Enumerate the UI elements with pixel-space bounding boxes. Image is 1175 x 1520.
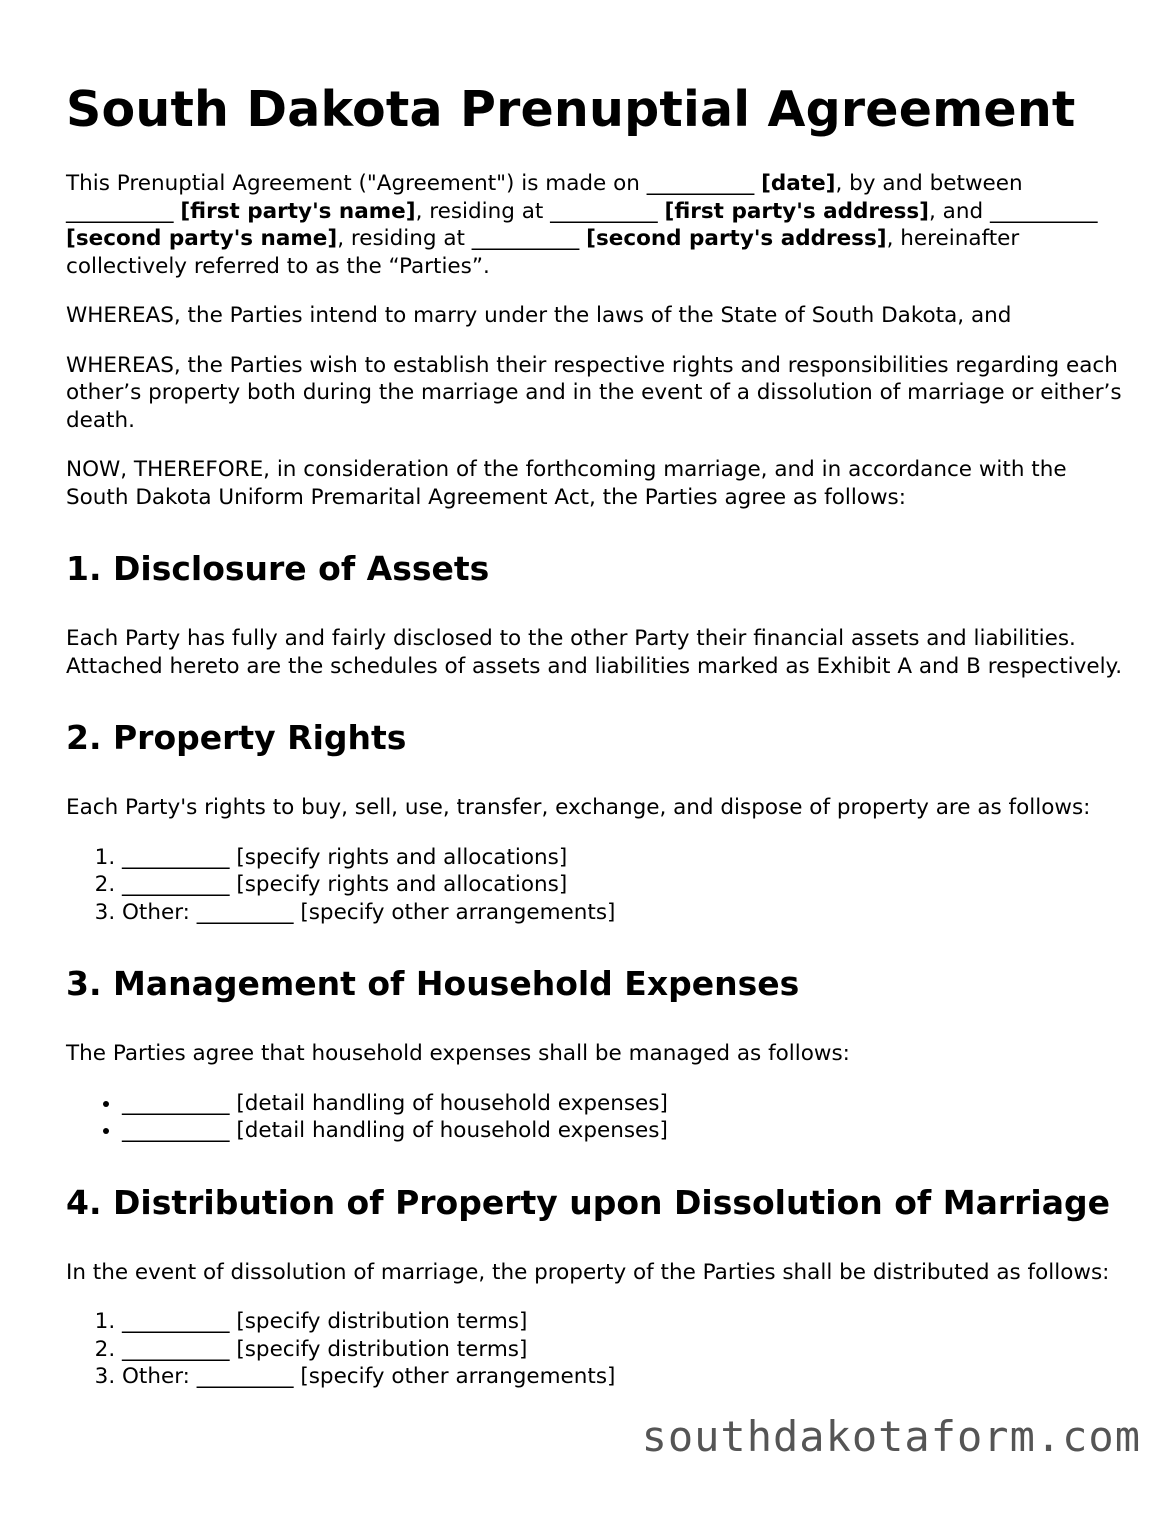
section-body-distribution: In the event of dissolution of marriage, the property of the Parties shall be distributed as follows:: [66, 1259, 1110, 1285]
household-expenses-list: [66, 1090, 1126, 1145]
site-watermark: southdakotaform.com: [641, 1412, 1141, 1461]
second-party-address-placeholder: [second party's address]: [586, 226, 887, 251]
whereas-clause-2: WHEREAS, the Parties wish to establish their respective rights and responsibilities regarding each other’s property both during the marriage and in the event of a dissolution of marriage or either’s death.: [66, 352, 1122, 433]
list-item: • __________ [detail handling of household expenses]: [122, 1117, 1126, 1145]
intro-text: , residing at __________: [415, 198, 665, 224]
list-item: 3. Other: _________ [specify other arrangements]: [122, 1363, 1126, 1391]
section-heading-distribution: 4. Distribution of Property upon Dissolution of Marriage: [66, 1182, 1110, 1222]
list-item: 2. __________ [specify distribution terms]: [122, 1336, 1126, 1364]
second-party-name-placeholder: [second party's name]: [66, 226, 338, 251]
whereas-clause-1: WHEREAS, the Parties intend to marry under the laws of the State of South Dakota, and: [66, 303, 1012, 328]
section-body-household-expenses: The Parties agree that household expenses shall be managed as follows:: [66, 1041, 850, 1066]
distribution-list: [66, 1308, 1126, 1391]
list-item: 1. __________ [specify distribution terms]: [122, 1308, 1126, 1336]
property-rights-list: [66, 844, 1126, 927]
first-party-address-placeholder: [first party's address]: [664, 198, 929, 224]
list-item: 3. Other: _________ [specify other arrangements]: [122, 899, 1126, 927]
now-therefore-clause: NOW, THEREFORE, in consideration of the forthcoming marriage, and in accordance with the South Dakota Uniform Premarital Agreement Act, the Parties agree as follows:: [66, 457, 1067, 510]
document-title: South Dakota Prenuptial Agreement: [66, 81, 1076, 138]
intro-text: , residing at __________: [337, 226, 587, 251]
section-body-disclosure: Each Party has fully and fairly disclosed to the other Party their financial assets and liabilities. Attached hereto are the schedules of assets and liabilities marked as Exhibit A and B respectively.: [66, 626, 1123, 679]
intro-text: This Prenuptial Agreement ("Agreement") is made on __________: [66, 171, 762, 196]
intro-text: , by and between __________: [66, 171, 1023, 224]
intro-paragraph: [66, 170, 1126, 280]
section-heading-property-rights: 2. Property Rights: [66, 718, 407, 757]
document-page: [66, 80, 1126, 1413]
intro-text: , and __________: [929, 198, 1098, 224]
list-item: • __________ [detail handling of household expenses]: [122, 1090, 1126, 1118]
section-body-property-rights: Each Party's rights to buy, sell, use, transfer, exchange, and dispose of property are as follows:: [66, 795, 1091, 820]
intro-text: , hereinafter collectively referred to as the “Parties”.: [66, 226, 1020, 279]
section-heading-household-expenses: 3. Management of Household Expenses: [66, 964, 800, 1003]
section-heading-disclosure: 1. Disclosure of Assets: [66, 549, 490, 588]
date-placeholder: [date]: [761, 171, 836, 196]
list-item: 2. __________ [specify rights and allocations]: [122, 871, 1126, 899]
first-party-name-placeholder: [first party's name]: [180, 198, 416, 224]
list-item: 1. __________ [specify rights and allocations]: [122, 844, 1126, 872]
